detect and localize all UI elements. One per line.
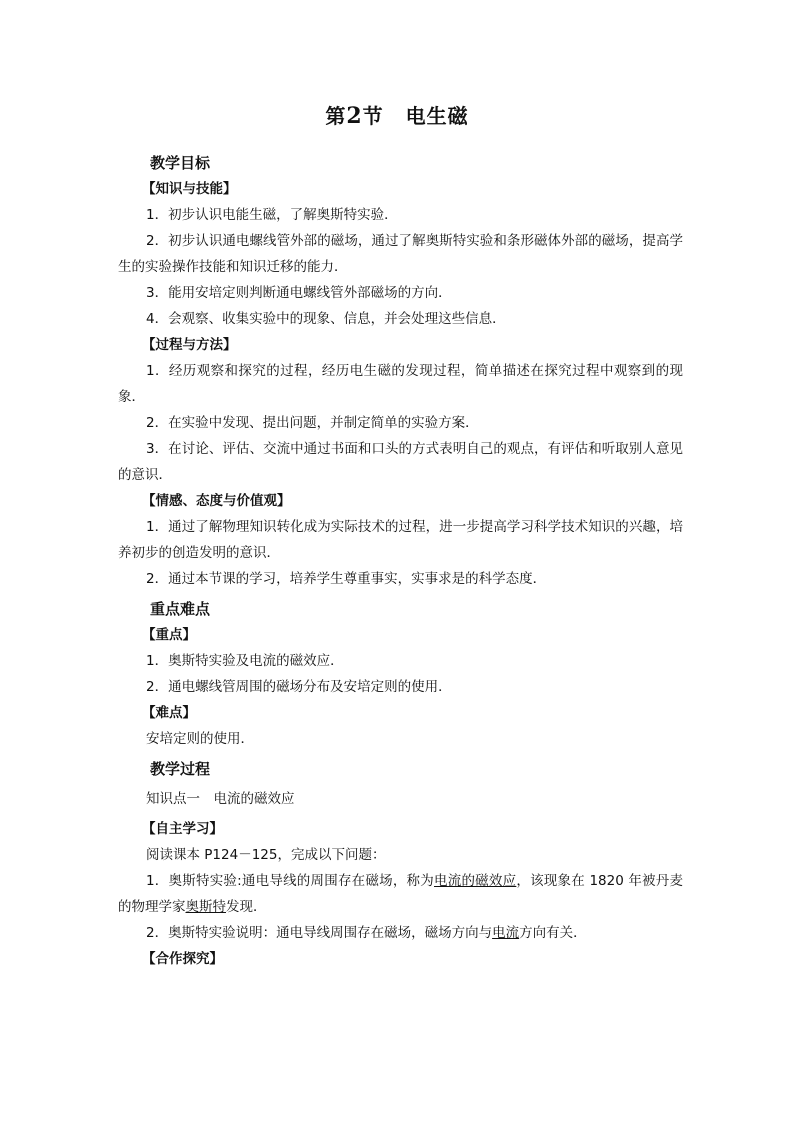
process-item-2: 2．在实验中发现、提出问题，并制定简单的实验方案． [146, 415, 479, 431]
answer-current: 电流 [492, 925, 520, 941]
knowledge-item-1: 1．初步认识电能生磁，了解奥斯特实验． [146, 207, 398, 223]
title-part1: 第 [325, 104, 347, 128]
title-number: 2 [346, 103, 363, 129]
process-item-1: 1．经历观察和探究的过程，经历电生磁的发现过程，简单描述在探究过程中观察到的现象． [118, 363, 683, 405]
emotion-heading: 【情感、态度与价值观】 [142, 493, 291, 509]
self-study-intro: 阅读课本 P124－125，完成以下问题： [146, 847, 386, 863]
knowledge-point-1: 知识点一 电流的磁效应 [146, 791, 295, 807]
focus-item-1: 1．奥斯特实验及电流的磁效应． [146, 653, 344, 669]
difficulty-item-1: 安培定则的使用． [146, 731, 254, 747]
focus-item-2: 2．通电螺线管周围的磁场分布及安培定则的使用． [146, 679, 452, 695]
page-title [0, 100, 794, 129]
emotion-item-2: 2．通过本节课的学习，培养学生尊重事实，实事求是的科学态度． [146, 571, 547, 587]
difficulty-heading: 【难点】 [142, 705, 196, 721]
cooperation-heading: 【合作探究】 [142, 951, 223, 967]
title-part3: 电生磁 [405, 104, 469, 128]
title-part2: 节 [362, 104, 384, 128]
knowledge-item-4: 4．会观察、收集实验中的现象、信息，并会处理这些信息． [146, 311, 506, 327]
process-heading: 【过程与方法】 [142, 337, 237, 353]
document-body [118, 150, 683, 972]
key-points-heading: 重点难点 [150, 600, 211, 618]
self-study-heading: 【自主学习】 [142, 821, 223, 837]
emotion-item-1: 1．通过了解物理知识转化成为实际技术的过程，进一步提高学习科学技术知识的兴趣，培养初步的创造发明的意识． [118, 519, 683, 561]
focus-heading: 【重点】 [142, 627, 196, 643]
self-study-item-1: 1．奥斯特实验:通电导线的周围存在磁场，称为电流的磁效应，该现象在 1820 年被丹麦的物理学家奥斯特发现． [118, 873, 683, 915]
goals-heading: 教学目标 [150, 154, 211, 172]
process-item-3: 3．在讨论、评估、交流中通过书面和口头的方式表明自己的观点，有评估和听取别人意见的意识． [118, 441, 683, 483]
knowledge-item-2: 2．初步认识通电螺线管外部的磁场，通过了解奥斯特实验和条形磁体外部的磁场，提高学生的实验操作技能和知识迁移的能力． [118, 233, 683, 275]
teaching-process-heading: 教学过程 [150, 760, 211, 778]
knowledge-item-3: 3．能用安培定则判断通电螺线管外部磁场的方向． [146, 285, 452, 301]
self-study-item-2: 2．奥斯特实验说明：通电导线周围存在磁场，磁场方向与电流方向有关． [146, 925, 587, 941]
answer-electric-magnetic-effect: 电流的磁效应 [434, 873, 517, 889]
knowledge-heading: 【知识与技能】 [142, 181, 237, 197]
answer-oersted: 奥斯特 [185, 899, 226, 915]
